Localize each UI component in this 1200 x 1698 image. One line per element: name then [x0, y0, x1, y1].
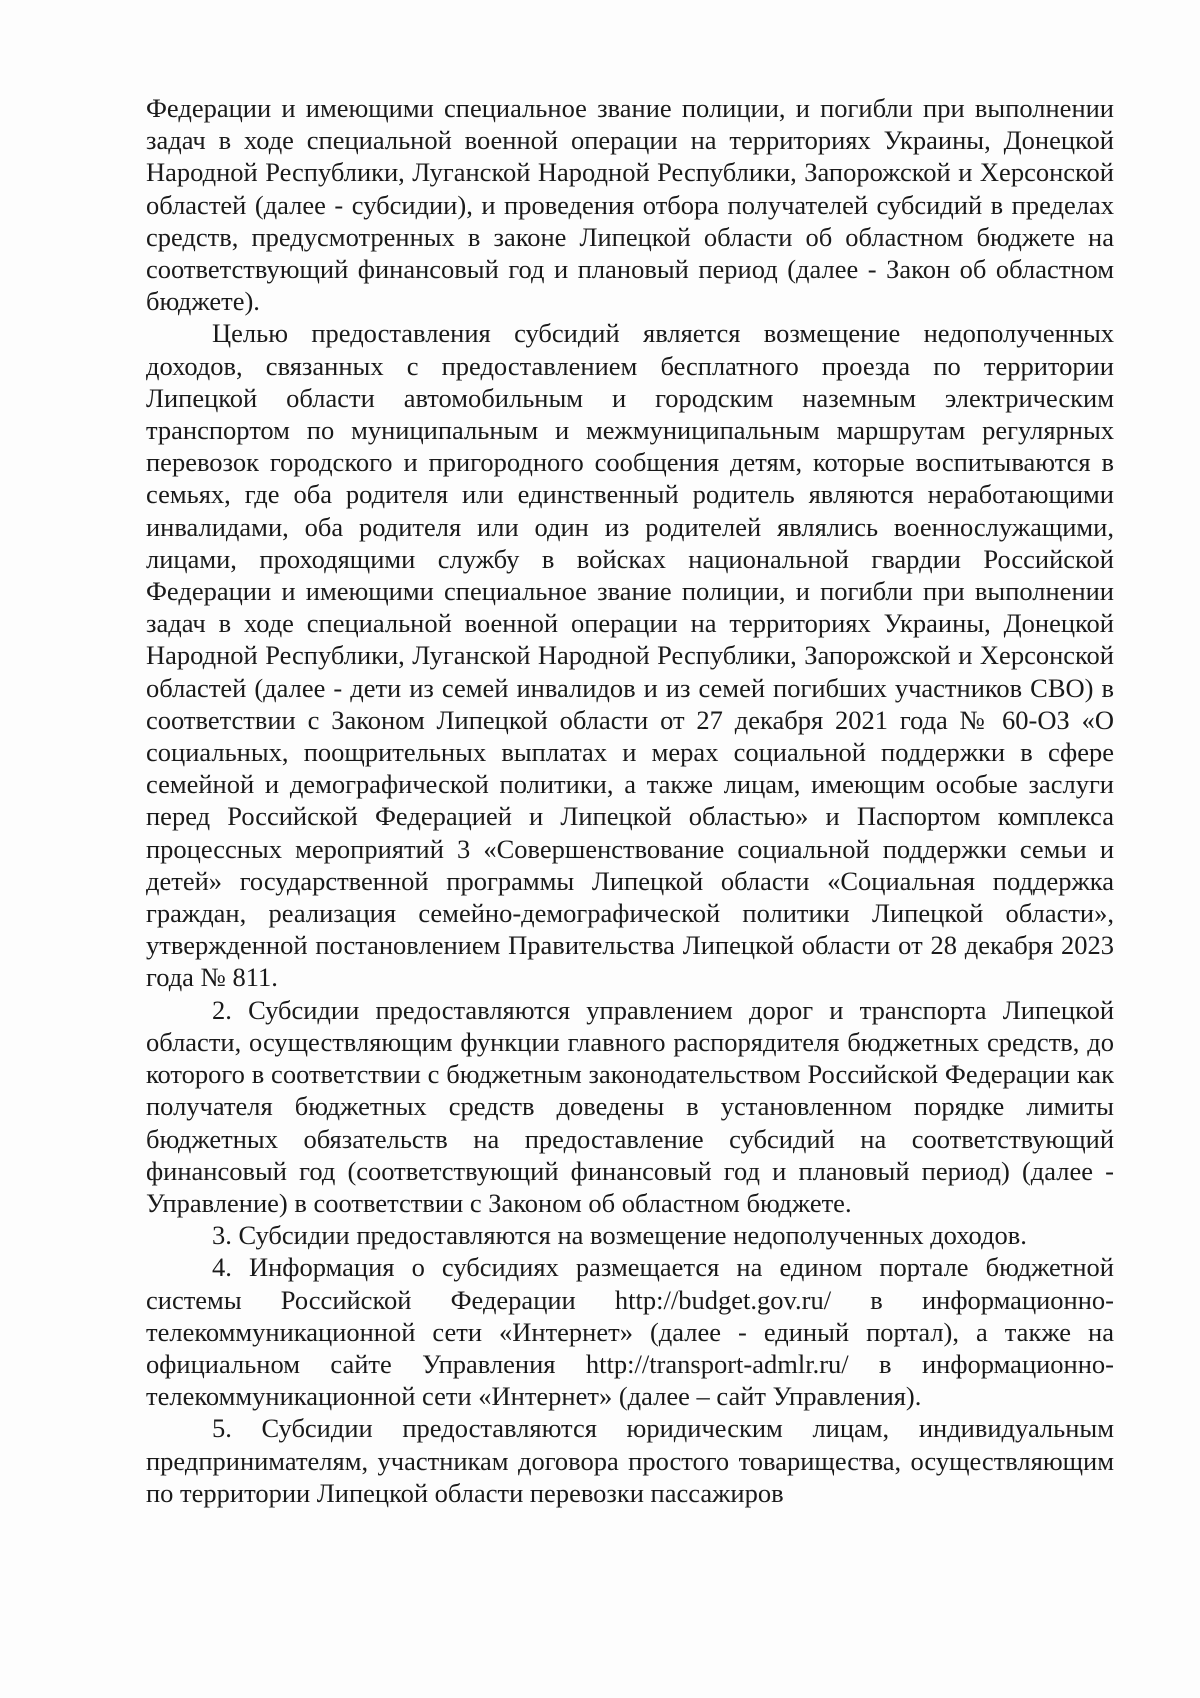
paragraph-item-4: 4. Информация о субсидиях размещается на едином портале бюджетной системы Российской Федерации http://budget.gov.ru/ в информационно-телекоммуникационной сети «Интернет» (далее - единый портал), а также на официальном сайте Управления http://transport-admlr.ru/ в информационно-телекоммуникационной сети «Интернет» (далее – сайт Управления).: [146, 1252, 1114, 1412]
document-body: [146, 92, 1114, 1509]
paragraph-purpose: Целью предоставления субсидий является возмещение недополученных доходов, связанных с предоставлением бесплатного проезда по территории Липецкой области автомобильным и городским наземным электрическим транспортом по муниципальным и межмуниципальным маршрутам регулярных перевозок городского и пригородного сообщения детям, которые воспитываются в семьях, где оба родителя или единственный родитель являются неработающими инвалидами, оба родителя или один из родителей являлись военнослужащими, лицами, проходящими службу в войсках национальной гвардии Российской Федерации и имеющими специальное звание полиции, и погибли при выполнении задач в ходе специальной военной операции на территориях Украины, Донецкой Народной Республики, Луганской Народной Республики, Запорожской и Херсонской областей (далее - дети из семей инвалидов и из семей погибших участников СВО) в соответствии с Законом Липецкой области от 27 декабря 2021 года № 60-ОЗ «О социальных, поощрительных выплатах и мерах социальной поддержки в сфере семейной и демографической политики, а также лицам, имеющим особые заслуги перед Российской Федерацией и Липецкой областью» и Паспортом комплекса процессных мероприятий 3 «Совершенствование социальной поддержки семьи и детей» государственной программы Липецкой области «Социальная поддержка граждан, реализация семейно-демографической политики Липецкой области», утвержденной постановлением Правительства Липецкой области от 28 декабря 2023 года № 811.: [146, 318, 1114, 993]
paragraph-continuation: Федерации и имеющими специальное звание полиции, и погибли при выполнении задач в ходе специальной военной операции на территориях Украины, Донецкой Народной Республики, Луганской Народной Республики, Запорожской и Херсонской областей (далее - субсидии), и проведения отбора получателей субсидий в пределах средств, предусмотренных в законе Липецкой области об областном бюджете на соответствующий финансовый год и плановый период (далее - Закон об областном бюджете).: [146, 93, 1114, 317]
paragraph-item-2: 2. Субсидии предоставляются управлением дорог и транспорта Липецкой области, осуществляющим функции главного распорядителя бюджетных средств, до которого в соответствии с бюджетным законодательством Российской Федерации как получателя бюджетных средств доведены в установленном порядке лимиты бюджетных обязательств на предоставление субсидий на соответствующий финансовый год (соответствующий финансовый год и плановый период) (далее - Управление) в соответствии с Законом об областном бюджете.: [146, 994, 1114, 1218]
paragraph-item-3: 3. Субсидии предоставляются на возмещение недополученных доходов.: [212, 1220, 1027, 1251]
paragraph-item-5: 5. Субсидии предоставляются юридическим лицам, индивидуальным предпринимателям, участникам договора простого товарищества, осуществляющим по территории Липецкой области перевозки пассажиров: [146, 1413, 1114, 1508]
